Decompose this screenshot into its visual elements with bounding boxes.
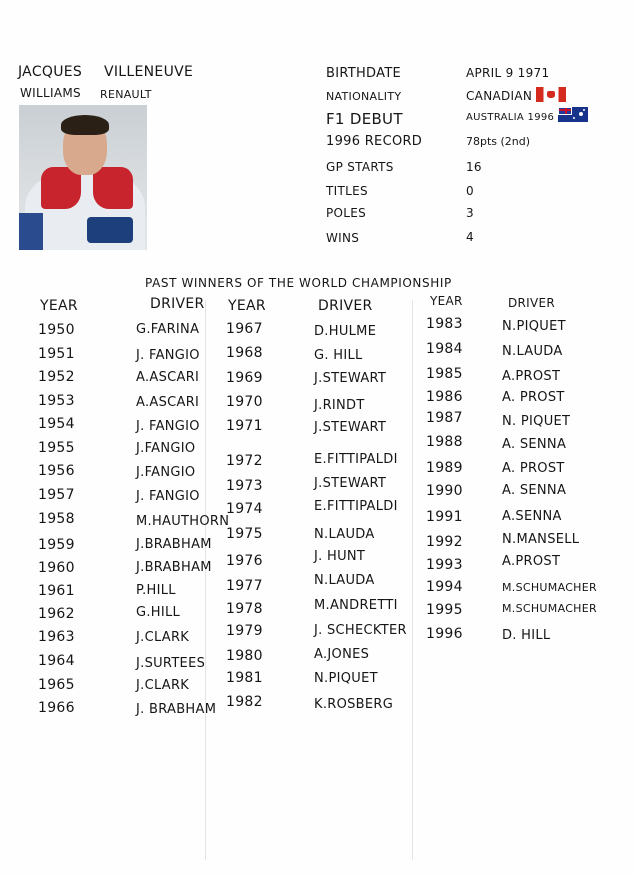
winner-driver: N.PIQUET	[502, 319, 566, 334]
column-rule	[205, 300, 206, 860]
winner-driver: J.STEWART	[314, 371, 387, 386]
winner-year: 1985	[426, 366, 463, 382]
winner-driver: J.SURTEES	[136, 656, 206, 671]
winner-driver: A. PROST	[502, 461, 565, 476]
winner-driver: J.BRABHAM	[136, 537, 212, 552]
winner-year: 1964	[38, 653, 75, 669]
winner-driver: N. PIQUET	[502, 414, 571, 429]
australia-flag-icon	[558, 107, 588, 122]
winner-year: 1959	[38, 537, 75, 553]
stat-value-wins: 4	[466, 230, 474, 244]
winner-year: 1978	[226, 601, 263, 617]
winner-year: 1989	[426, 460, 463, 476]
team-first-name: WILLIAMS	[20, 86, 81, 100]
winner-year: 1961	[38, 583, 75, 599]
winner-driver: J.STEWART	[314, 476, 387, 491]
winner-year: 1991	[426, 509, 463, 525]
winner-year: 1954	[38, 416, 75, 432]
winner-driver: J.FANGIO	[136, 441, 196, 456]
winner-driver: J. HUNT	[314, 549, 366, 564]
winner-driver: D. HILL	[502, 628, 551, 643]
winner-driver: M.SCHUMACHER	[502, 602, 597, 615]
stat-label-wins: WINS	[326, 231, 360, 245]
winner-year: 1965	[38, 677, 75, 693]
winner-year: 1956	[38, 463, 75, 479]
winner-driver: A. PROST	[502, 390, 565, 405]
winner-year: 1987	[426, 410, 463, 426]
winner-year: 1970	[226, 394, 263, 410]
driver-last-name: VILLENEUVE	[104, 64, 194, 80]
winner-driver: J.CLARK	[136, 678, 190, 693]
winner-year: 1981	[226, 670, 263, 686]
winner-year: 1967	[226, 321, 263, 337]
winner-year: 1983	[426, 316, 463, 332]
winner-driver: A. SENNA	[502, 483, 567, 498]
winner-year: 1988	[426, 434, 463, 450]
winner-year: 1982	[226, 694, 263, 710]
winner-driver: E.FITTIPALDI	[314, 499, 398, 514]
winner-driver: J.RINDT	[314, 398, 365, 413]
photo-collar-right	[93, 167, 133, 209]
winner-driver: A. SENNA	[502, 437, 567, 452]
winner-driver: J. SCHECKTER	[314, 623, 407, 638]
winner-year: 1992	[426, 534, 463, 550]
stat-label-titles: TITLES	[326, 184, 368, 198]
winner-driver: N.PIQUET	[314, 671, 378, 686]
section-title: PAST WINNERS OF THE WORLD CHAMPIONSHIP	[145, 276, 452, 290]
winner-driver: A.JONES	[314, 647, 370, 662]
team-second-name: RENAULT	[100, 88, 152, 101]
winner-year: 1955	[38, 440, 75, 456]
winner-driver: G. HILL	[314, 348, 363, 363]
winner-driver: A.ASCARI	[136, 395, 200, 410]
stat-value-titles: 0	[466, 184, 474, 198]
winner-driver: J. FANGIO	[136, 489, 200, 504]
header-driver-col3: DRIVER	[508, 296, 556, 310]
winner-driver: K.ROSBERG	[314, 697, 394, 712]
winner-driver: N.LAUDA	[502, 344, 563, 359]
winner-year: 1966	[38, 700, 75, 716]
winner-driver: J. BRABHAM	[136, 702, 217, 717]
winner-year: 1950	[38, 322, 75, 338]
winner-year: 1952	[38, 369, 75, 385]
winner-year: 1973	[226, 478, 263, 494]
winner-driver: A.PROST	[502, 369, 561, 384]
winner-year: 1968	[226, 345, 263, 361]
winner-driver: J.BRABHAM	[136, 560, 212, 575]
winner-year: 1976	[226, 553, 263, 569]
winner-year: 1953	[38, 393, 75, 409]
winner-driver: J.FANGIO	[136, 465, 196, 480]
winner-year: 1975	[226, 526, 263, 542]
winner-year: 1995	[426, 602, 463, 618]
stat-label-debut: F1 DEBUT	[326, 110, 403, 128]
winner-year: 1977	[226, 578, 263, 594]
header-year-col1: YEAR	[40, 298, 78, 314]
photo-stripe	[19, 213, 43, 250]
canada-flag-icon	[536, 87, 566, 102]
winner-driver: A.PROST	[502, 554, 561, 569]
winner-driver: J.STEWART	[314, 420, 387, 435]
winner-driver: E.FITTIPALDI	[314, 452, 398, 467]
winner-driver: J. FANGIO	[136, 348, 200, 363]
winner-driver: J. FANGIO	[136, 419, 200, 434]
winner-year: 1990	[426, 483, 463, 499]
stat-value-nationality: CANADIAN	[466, 89, 533, 103]
stat-label-birthdate: BIRTHDATE	[326, 66, 402, 81]
winner-driver: J.CLARK	[136, 630, 190, 645]
winner-year: 1996	[426, 626, 463, 642]
stat-label-gp-starts: GP STARTS	[326, 160, 394, 174]
winner-year: 1979	[226, 623, 263, 639]
winner-year: 1980	[226, 648, 263, 664]
winner-year: 1971	[226, 418, 263, 434]
stat-value-debut: AUSTRALIA 1996	[466, 112, 555, 123]
stat-label-record: 1996 RECORD	[326, 134, 423, 149]
stat-value-poles: 3	[466, 206, 474, 220]
winner-driver: G.FARINA	[136, 322, 200, 337]
winner-driver: G.HILL	[136, 605, 181, 620]
column-rule	[412, 300, 413, 860]
header-year-col3: YEAR	[430, 294, 463, 308]
winner-driver: N.LAUDA	[314, 573, 375, 588]
winner-driver: D.HULME	[314, 324, 377, 339]
winner-year: 1962	[38, 606, 75, 622]
winner-driver: A.ASCARI	[136, 370, 200, 385]
winner-driver: M.HAUTHORN	[136, 514, 230, 529]
winner-year: 1974	[226, 501, 263, 517]
winner-driver: A.SENNA	[502, 509, 562, 524]
winner-driver: N.MANSELL	[502, 532, 580, 547]
winner-year: 1958	[38, 511, 75, 527]
winner-driver: P.HILL	[136, 583, 176, 598]
header-driver-col1: DRIVER	[150, 296, 205, 312]
winner-year: 1969	[226, 370, 263, 386]
winner-year: 1951	[38, 346, 75, 362]
header-driver-col2: DRIVER	[318, 298, 373, 314]
winner-year: 1960	[38, 560, 75, 576]
stat-label-nationality: NATIONALITY	[326, 90, 402, 103]
driver-photo	[19, 105, 147, 250]
driver-first-name: JACQUES	[18, 64, 83, 80]
photo-hair	[61, 115, 109, 135]
stat-value-birthdate: APRIL 9 1971	[466, 66, 550, 80]
winner-year: 1986	[426, 389, 463, 405]
winner-driver: M.SCHUMACHER	[502, 581, 597, 594]
stat-value-gp-starts: 16	[466, 160, 482, 174]
winner-year: 1972	[226, 453, 263, 469]
stat-label-poles: POLES	[326, 206, 367, 220]
winner-year: 1993	[426, 557, 463, 573]
winner-year: 1963	[38, 629, 75, 645]
header-year-col2: YEAR	[228, 298, 266, 314]
stat-value-record: 78pts (2nd)	[466, 135, 531, 148]
winner-driver: N.LAUDA	[314, 527, 375, 542]
winner-driver: M.ANDRETTI	[314, 598, 398, 613]
winner-year: 1994	[426, 579, 463, 595]
winner-year: 1957	[38, 487, 75, 503]
photo-logo	[87, 217, 133, 243]
winner-year: 1984	[426, 341, 463, 357]
